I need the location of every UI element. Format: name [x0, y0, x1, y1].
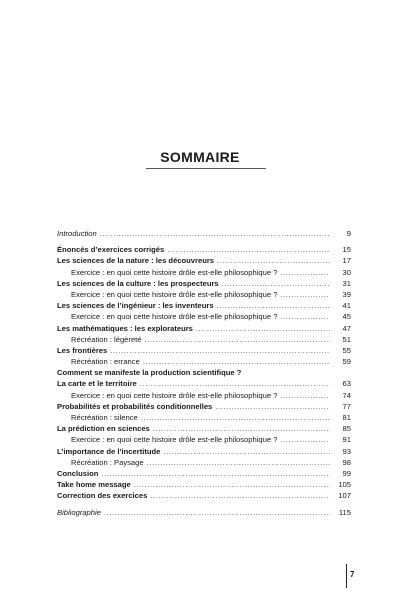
- title-underline: [146, 168, 266, 169]
- toc-page-number: 47: [342, 323, 351, 333]
- toc-dot-leader: [167, 244, 330, 255]
- toc-entry[interactable]: [57, 278, 351, 289]
- toc-dot-leader: [147, 457, 330, 468]
- toc-entry-label: Probabilités et probabilités conditionnelles: [57, 401, 213, 411]
- toc-subentry[interactable]: [57, 267, 351, 278]
- toc-dot-leader: [150, 490, 330, 501]
- toc-subentry[interactable]: [57, 311, 351, 322]
- toc-entry-label: La carte et le territoire: [57, 379, 137, 389]
- toc-dot-leader: [280, 289, 330, 300]
- toc-entry-label: Récréation : Paysage: [71, 457, 144, 467]
- toc-page-number: 30: [342, 267, 351, 277]
- toc-subentry[interactable]: [57, 334, 351, 345]
- toc-dot-leader: [141, 412, 330, 423]
- toc-entry[interactable]: [57, 423, 351, 434]
- toc-subentry[interactable]: [57, 412, 351, 423]
- page-title: SOMMAIRE: [160, 149, 240, 165]
- toc-page-number: 98: [342, 457, 351, 467]
- toc-dot-leader: [280, 267, 330, 278]
- toc-page-number: 59: [342, 357, 351, 367]
- toc-entry-label: La prédiction en sciences: [57, 424, 150, 434]
- toc-page-number: 51: [342, 334, 351, 344]
- toc-dot-leader: [101, 468, 330, 479]
- toc-dot-leader: [145, 334, 331, 345]
- toc-entry-label: Exercice : en quoi cette histoire drôle est-elle philosophique ?: [71, 435, 278, 445]
- toc-entry[interactable]: [57, 378, 351, 389]
- toc-dot-leader: [104, 507, 330, 518]
- toc-entry[interactable]: [57, 507, 351, 518]
- toc-page-number: 15: [342, 245, 351, 255]
- toc-entry-label: Énoncés d’exercices corrigés: [57, 245, 165, 255]
- toc-entry-label: Exercice : en quoi cette histoire drôle est-elle philosophique ?: [71, 390, 278, 400]
- page-number: 7: [350, 570, 355, 579]
- toc-entry-label: Conclusion: [57, 468, 99, 478]
- toc-entry-label: Introduction: [57, 229, 97, 238]
- toc-entry-label: Récréation : errance: [71, 357, 140, 367]
- toc-dot-leader: [217, 300, 330, 311]
- toc-subentry[interactable]: [57, 457, 351, 468]
- toc-entry[interactable]: [57, 468, 351, 479]
- toc-dot-leader: [143, 356, 330, 367]
- toc-entry-label: Récréation : légèreté: [71, 334, 142, 344]
- toc-dot-leader: [280, 434, 330, 445]
- toc-entry-label: Les sciences de la culture : les prospecteurs: [57, 278, 219, 288]
- toc-dot-leader: [140, 378, 330, 389]
- toc-page-number: 105: [338, 480, 351, 490]
- toc-page-number: 81: [342, 413, 351, 422]
- toc-entry-label: Les mathématiques : les explorateurs: [57, 323, 193, 333]
- toc-entry[interactable]: [57, 323, 351, 334]
- toc-entry[interactable]: [57, 345, 351, 356]
- toc-dot-leader: [196, 323, 330, 334]
- toc-entry[interactable]: [57, 401, 351, 412]
- toc-entry[interactable]: [57, 228, 351, 239]
- table-of-contents: [57, 228, 351, 518]
- toc-page-number: 55: [342, 345, 351, 355]
- toc-page-number: 39: [342, 289, 351, 299]
- toc-page-number: 17: [342, 256, 351, 266]
- toc-page-number: 9: [346, 229, 351, 238]
- toc-page-number: 107: [338, 491, 351, 501]
- toc-entry[interactable]: [57, 367, 351, 378]
- toc-page-number: 31: [342, 278, 351, 288]
- toc-dot-leader: [280, 311, 330, 322]
- toc-entry[interactable]: [57, 255, 351, 266]
- toc-entry-label: Récréation : silence: [71, 413, 138, 422]
- toc-entry[interactable]: [57, 300, 351, 311]
- toc-entry-label: Exercice : en quoi cette histoire drôle est-elle philosophique ?: [71, 289, 278, 299]
- toc-page-number: 77: [342, 401, 351, 411]
- toc-page-number: 45: [342, 312, 351, 322]
- toc-entry-label: Bibliographie: [57, 507, 101, 517]
- toc-dot-leader: [280, 390, 330, 401]
- toc-dot-leader: [217, 255, 330, 266]
- toc-dot-leader: [215, 401, 330, 412]
- toc-dot-leader: [153, 423, 330, 434]
- toc-entry[interactable]: [57, 490, 351, 501]
- page-number-rule: [346, 564, 347, 588]
- toc-entry-label: Les sciences de la nature : les découvreurs: [57, 256, 215, 266]
- toc-dot-leader: [222, 278, 330, 289]
- toc-entry-label: Correction des exercices: [57, 491, 148, 501]
- toc-page-number: 91: [342, 435, 351, 445]
- toc-subentry[interactable]: [57, 289, 351, 300]
- toc-entry[interactable]: [57, 244, 351, 255]
- toc-page-number: 115: [338, 507, 351, 517]
- toc-subentry[interactable]: [57, 434, 351, 445]
- toc-entry-label: Les frontières: [57, 345, 108, 355]
- toc-entry-label: Take home message: [57, 480, 131, 490]
- toc-entry-label: Comment se manifeste la production scientifique ?: [57, 368, 242, 378]
- toc-entry-label: Exercice : en quoi cette histoire drôle est-elle philosophique ?: [71, 312, 278, 322]
- toc-entry[interactable]: [57, 446, 351, 457]
- toc-page-number: 41: [342, 301, 351, 311]
- toc-page-number: 99: [342, 468, 351, 478]
- toc-dot-leader: [110, 345, 330, 356]
- toc-subentry[interactable]: [57, 356, 351, 367]
- toc-entry-label: Les sciences de l’ingénieur : les inventeurs: [57, 301, 214, 311]
- toc-entry-label: L’importance de l’incertitude: [57, 446, 161, 456]
- toc-entry[interactable]: [57, 479, 351, 490]
- toc-entry-label: Exercice : en quoi cette histoire drôle est-elle philosophique ?: [71, 267, 278, 277]
- toc-page-number: 63: [342, 379, 351, 389]
- toc-dot-leader: [163, 446, 330, 457]
- toc-page-number: 74: [342, 390, 351, 400]
- toc-dot-leader: [134, 479, 330, 490]
- toc-page-number: 93: [342, 446, 351, 456]
- toc-dot-leader: [100, 228, 330, 239]
- toc-subentry[interactable]: [57, 390, 351, 401]
- toc-page-number: 85: [342, 424, 351, 434]
